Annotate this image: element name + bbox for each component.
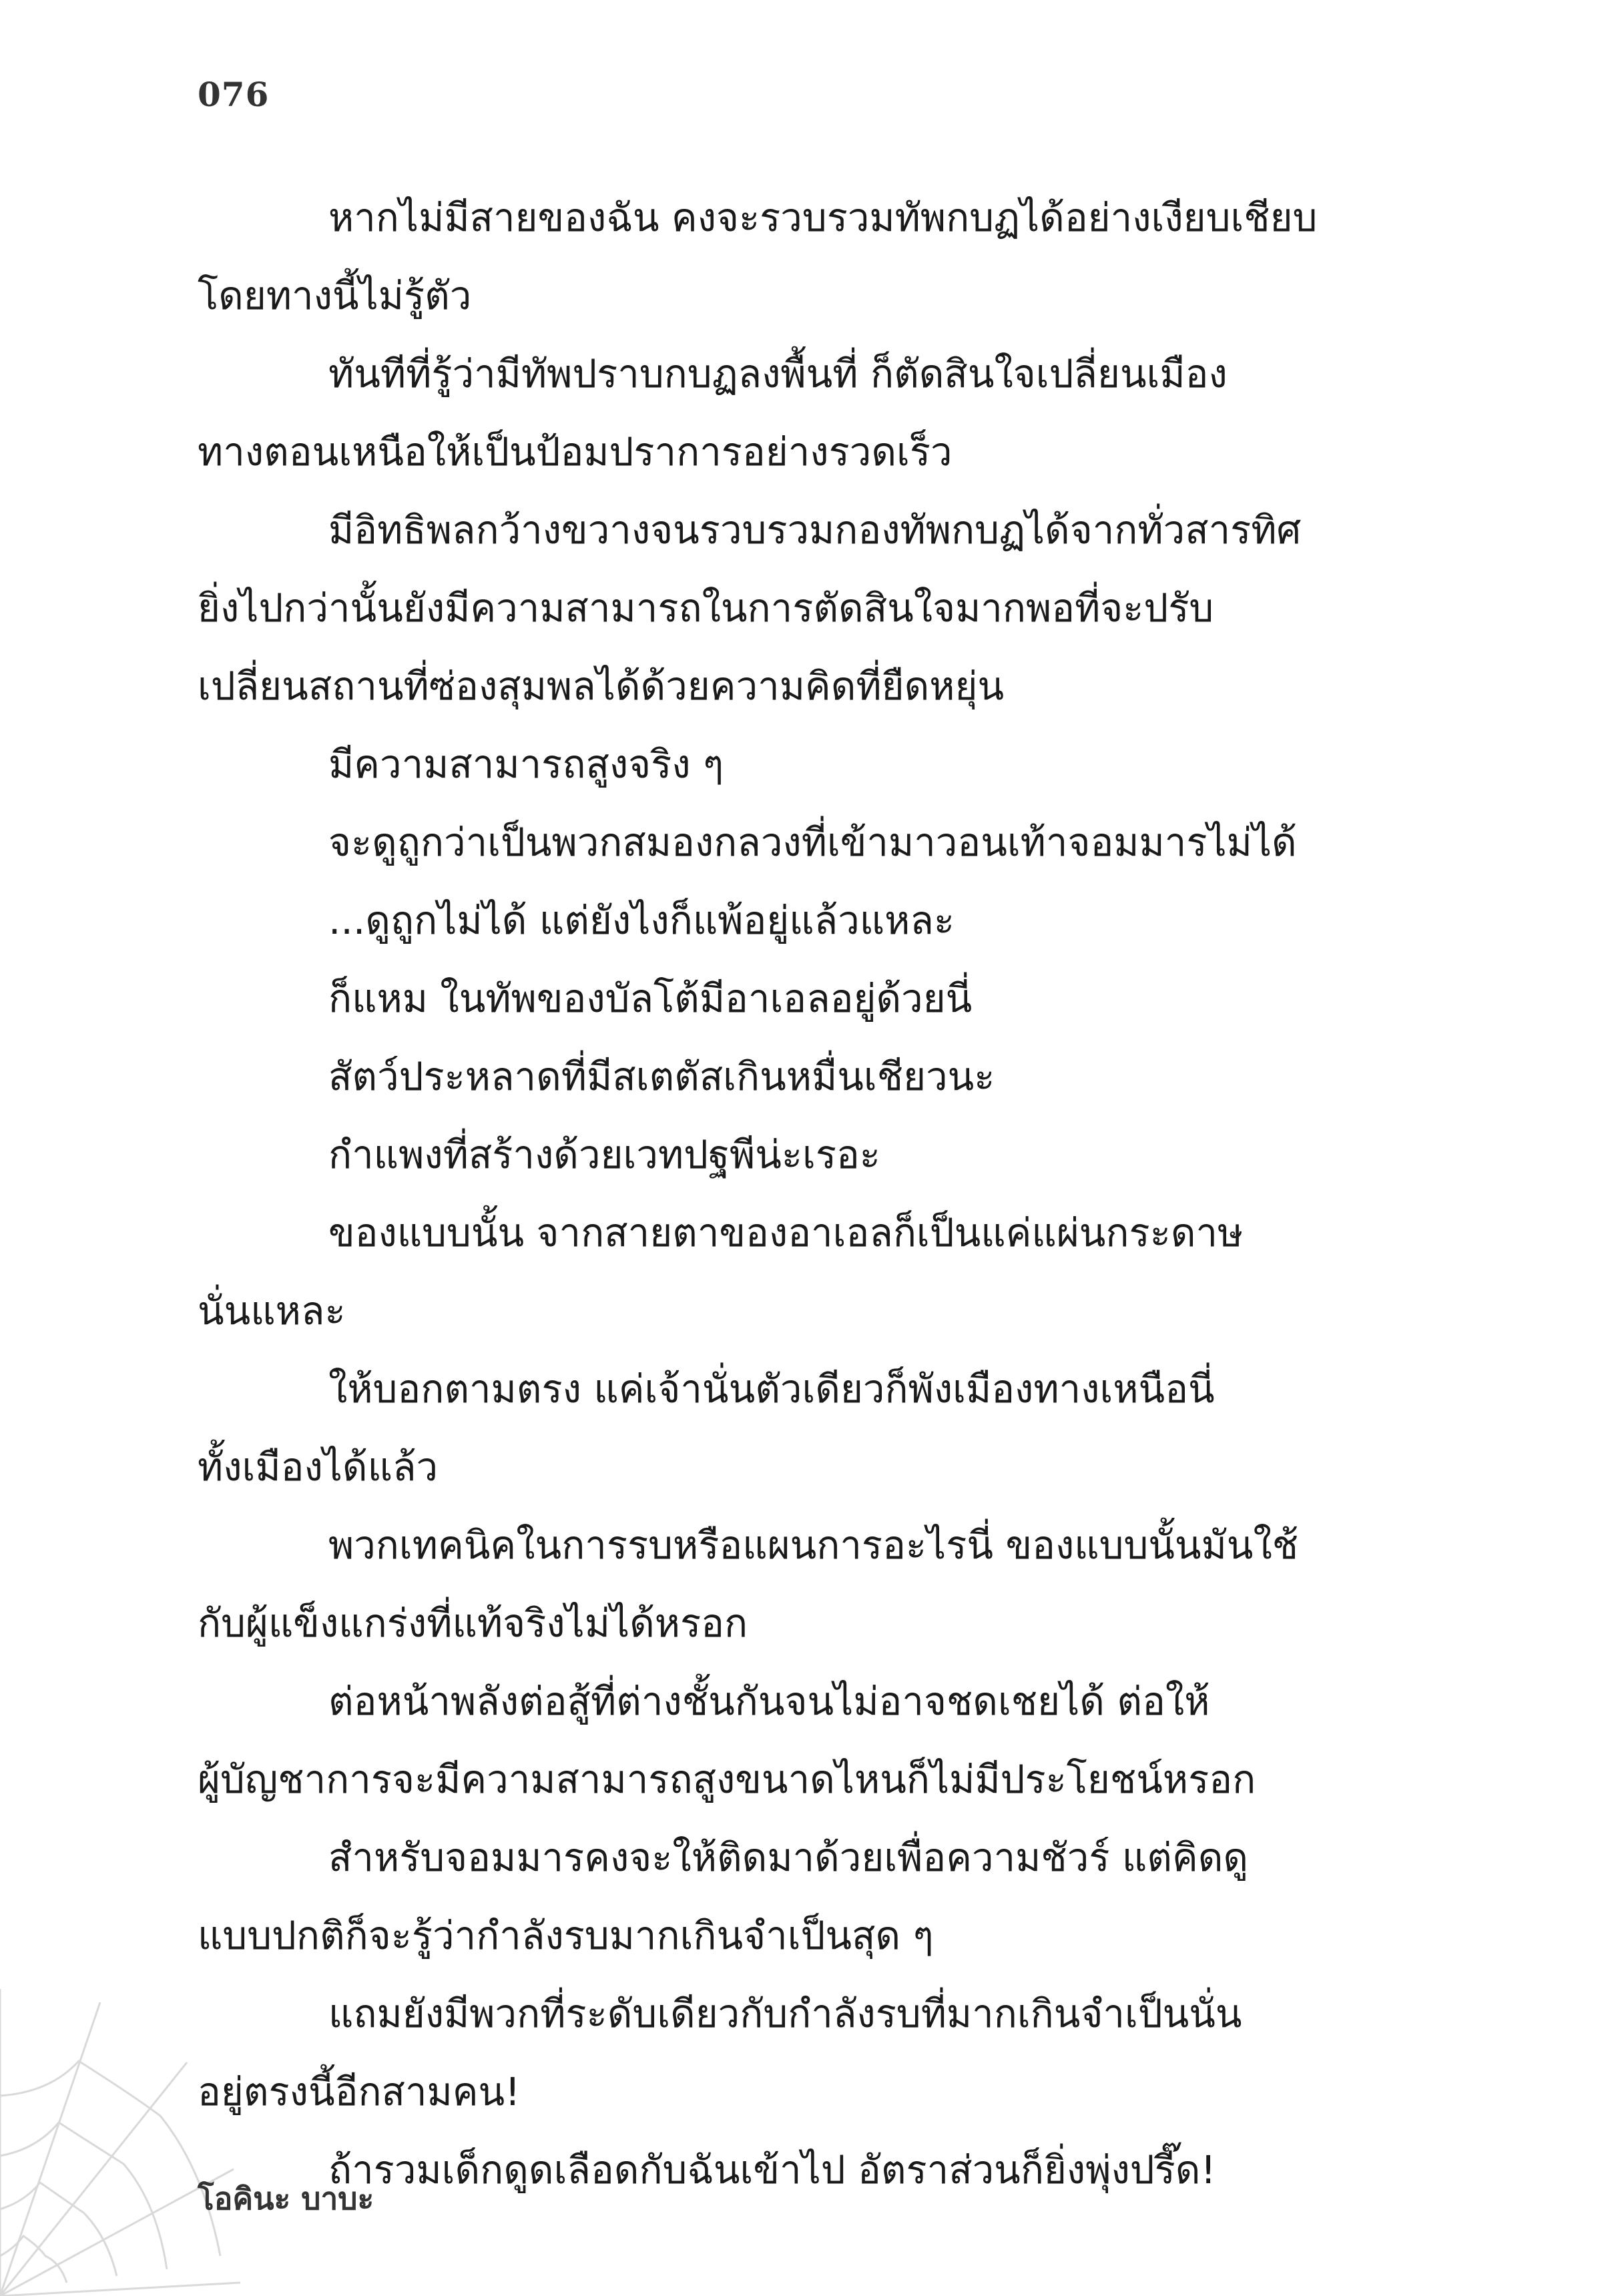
- paragraph-line: ให้บอกตามตรง แค่เจ้านั่นตัวเดียวก็พังเมืองทางเหนือนี่: [328, 1366, 1215, 1412]
- paragraph-line: ต่อหน้าพลังต่อสู้ที่ต่างชั้นกันจนไม่อาจชดเชยได้ ต่อให้: [328, 1679, 1210, 1724]
- paragraph-line: กับผู้แข็งแกร่งที่แท้จริงไม่ได้หรอก: [198, 1601, 748, 1646]
- page-number: 076: [198, 75, 270, 114]
- paragraph-line: อยู่ตรงนี้อีกสามคน!: [198, 2069, 521, 2114]
- paragraph-line: ทางตอนเหนือให้เป็นป้อมปราการอย่างรวดเร็ว: [198, 429, 953, 475]
- paragraph-line: พวกเทคนิคในการรบหรือแผนการอะไรนี่ ของแบบนั้นมันใช้: [328, 1522, 1299, 1568]
- paragraph-line: สัตว์ประหลาดที่มีสเตตัสเกินหมื่นเชียวนะ: [328, 1054, 995, 1099]
- spider-web-decoration: [0, 1989, 240, 2296]
- body-text: [198, 179, 1414, 2209]
- paragraph-line: ถ้ารวมเด็กดูดเลือดกับฉันเข้าไป อัตราส่วนก็ยิ่งพุ่งปรี๊ด!: [328, 2147, 1216, 2193]
- paragraph-line: มีอิทธิพลกว้างขวางจนรวบรวมกองทัพกบฏได้จากทั่วสารทิศ: [328, 507, 1302, 553]
- paragraph-line: แถมยังมีพวกที่ระดับเดียวกับกำลังรบที่มากเกินจำเป็นนั่น: [328, 1991, 1242, 2036]
- paragraph-line: ทันทีที่รู้ว่ามีทัพปราบกบฏลงพื้นที่ ก็ตัดสินใจเปลี่ยนเมือง: [328, 351, 1228, 396]
- paragraph-line: หากไม่มีสายของฉัน คงจะรวบรวมทัพกบฏได้อย่างเงียบเชียบ: [328, 195, 1318, 240]
- paragraph-line: ...ดูถูกไม่ได้ แต่ยังไงก็แพ้อยู่แล้วแหละ: [328, 898, 955, 943]
- paragraph-line: โดยทางนี้ไม่รู้ตัว: [198, 273, 472, 318]
- paragraph-line: เปลี่ยนสถานที่ซ่องสุมพลได้ด้วยความคิดที่ยืดหยุ่น: [198, 663, 1005, 709]
- book-author-footer: โอคินะ บาบะ: [198, 2181, 374, 2217]
- paragraph-line: แบบปกติก็จะรู้ว่ากำลังรบมากเกินจำเป็นสุด ๆ: [198, 1913, 934, 1958]
- paragraph-line: สำหรับจอมมารคงจะให้ติดมาด้วยเพื่อความชัวร์ แต่คิดดู: [328, 1835, 1249, 1880]
- paragraph-line: จะดูถูกว่าเป็นพวกสมองกลวงที่เข้ามาวอนเท้าจอมมารไม่ได้: [328, 820, 1297, 865]
- paragraph-line: กำแพงที่สร้างด้วยเวทปฐพีน่ะเรอะ: [328, 1132, 880, 1177]
- paragraph-line: ก็แหม ในทัพของบัลโต้มีอาเอลอยู่ด้วยนี่: [328, 976, 973, 1021]
- paragraph-line: นั่นแหละ: [198, 1288, 346, 1334]
- paragraph-line: ยิ่งไปกว่านั้นยังมีความสามารถในการตัดสินใจมากพอที่จะปรับ: [198, 585, 1214, 631]
- paragraph-line: มีความสามารถสูงจริง ๆ: [328, 742, 724, 787]
- paragraph-line: ทั้งเมืองได้แล้ว: [198, 1444, 439, 1490]
- paragraph-line: ผู้บัญชาการจะมีความสามารถสูงขนาดไหนก็ไม่มีประโยชน์หรอก: [198, 1757, 1256, 1802]
- paragraph-line: ของแบบนั้น จากสายตาของอาเอลก็เป็นแค่แผ่นกระดาษ: [328, 1210, 1244, 1255]
